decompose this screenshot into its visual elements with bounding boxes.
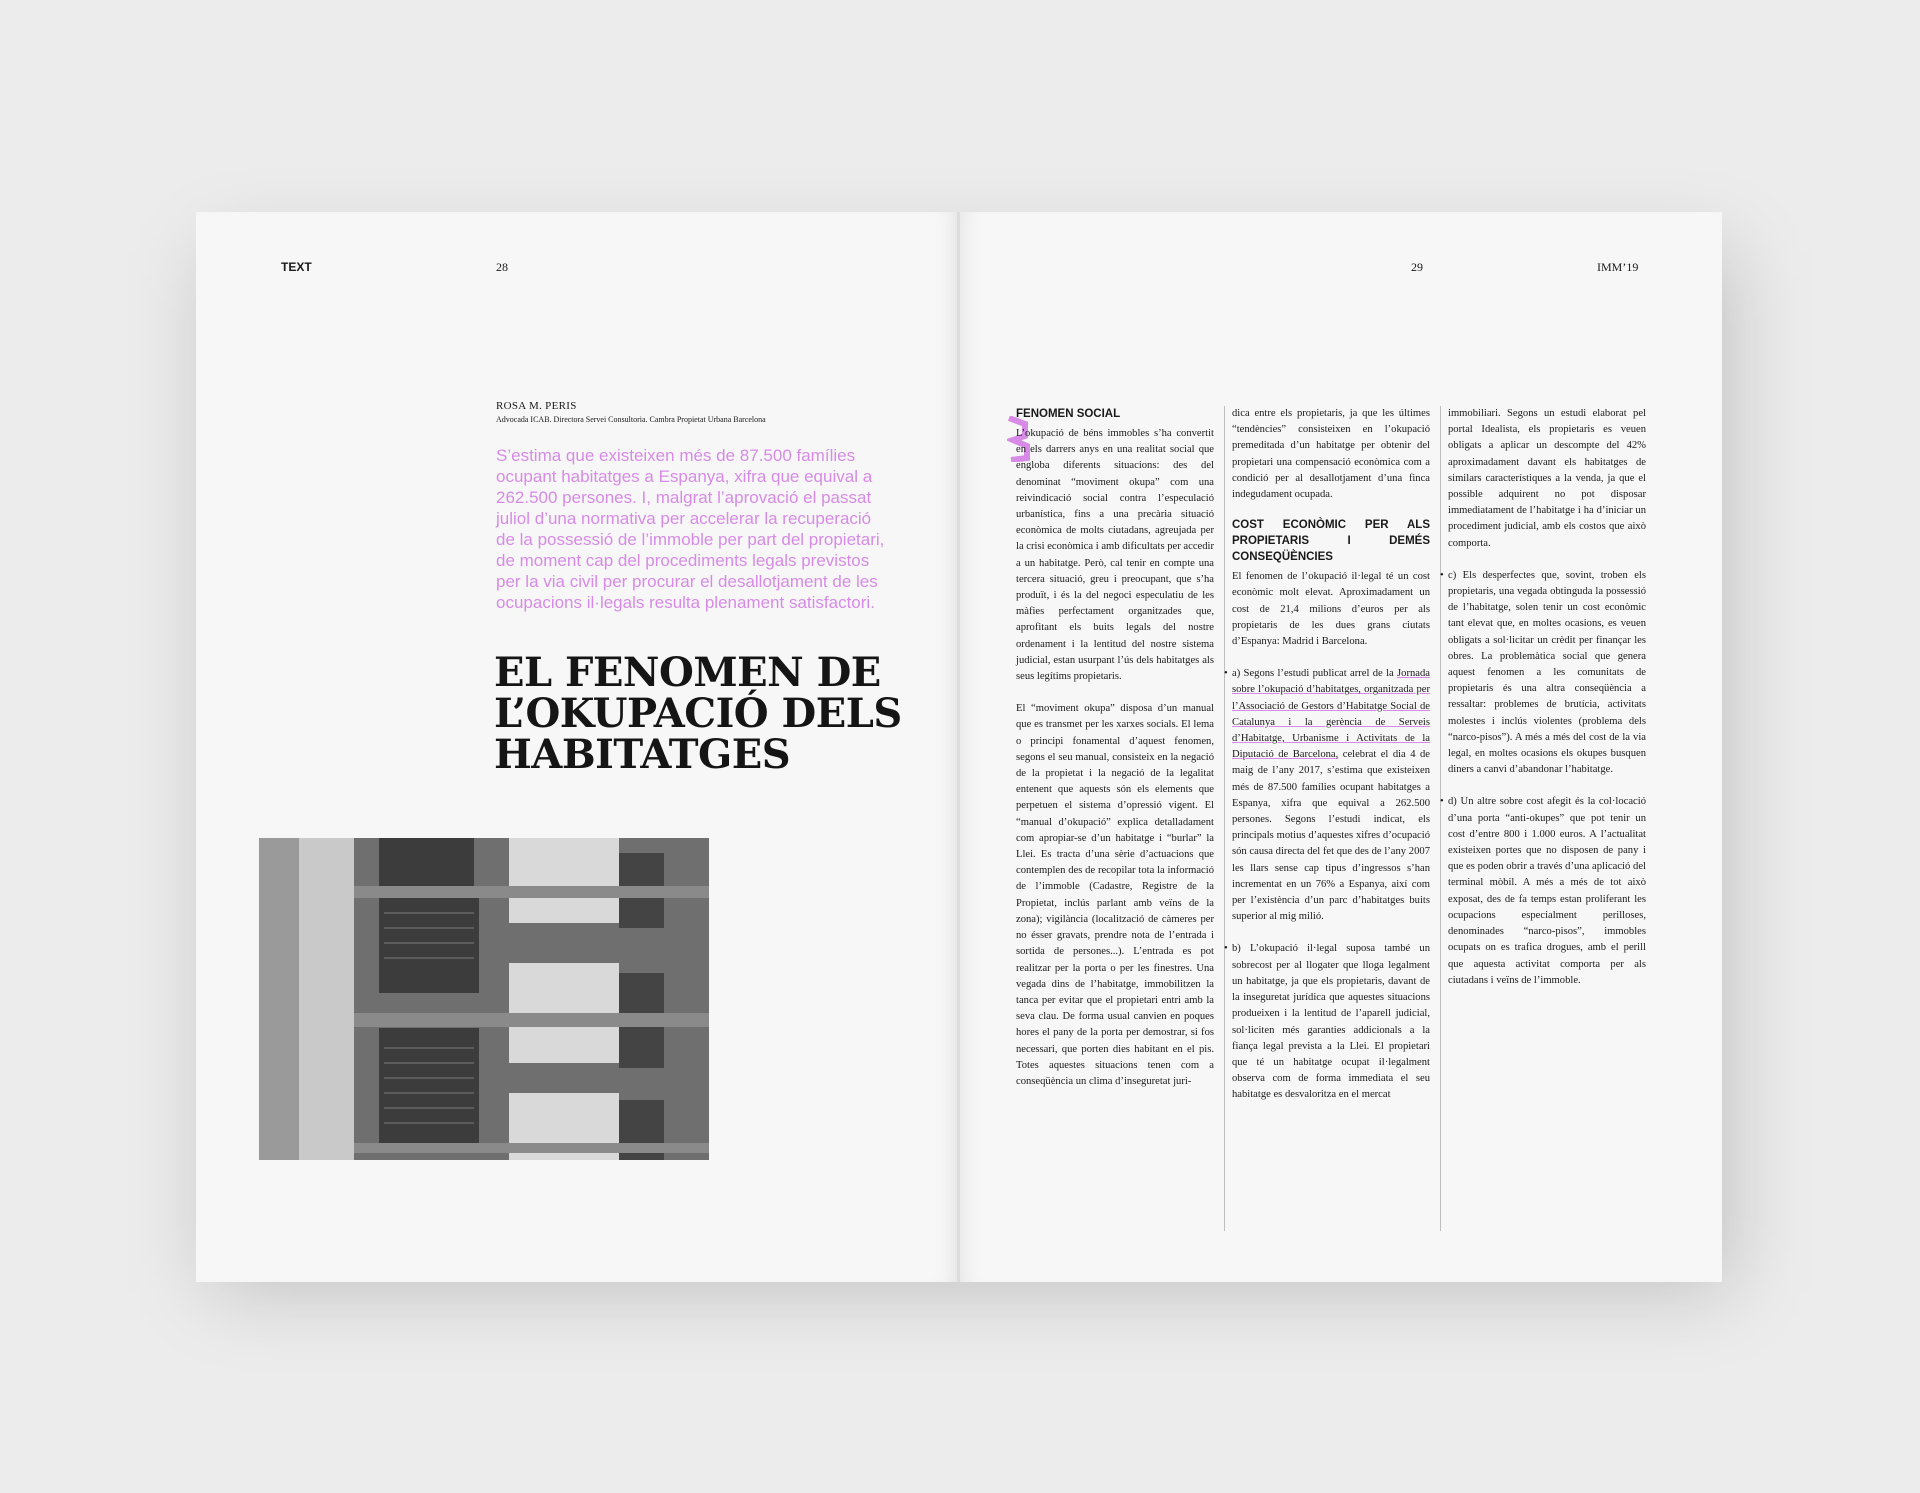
list-item-text: celebrat el dia 4 de maig de l’any 2017, s’estima que existeixen més de 87.500 famílies ocupant habitatges a Espanya, xifra que equival a 262.500 persones. Segons l’estudi indicat, els principals motius d’aquestes xifres d’ocupació són causa directa del fet que des de l’any 2007 les llars sense cap tipus d’ingressos s’han incrementat en un 76% a Espanya, així com per l’existència d’un parc d’habitatges buits superior al mig milió. (1232, 749, 1430, 923)
list-item-d: • d) Un altre sobre cost afegit és la col·locació d’una porta “anti-okupes” que pot tenir un cost d’entre 800 i 1.000 euros. A l’actualitat existeixen portes que no disposen de pany i que es poden obrir a través d’una aplicació del terminal mòbil. A més a més de tot això exposat, des de fa temps estan proliferant les ocupacions especialment perilloses, denominades “narco-pisos”, immobles ocupats on es trafica drogues, amb el perill que aquesta activitat comporta per als ciutadans i veïns de l’immoble. (1448, 794, 1646, 988)
page-number-right: 29 (1411, 260, 1423, 274)
left-page (196, 212, 958, 1282)
building-facade-image (259, 838, 709, 1160)
list-item-text: a) Segons l’estudi publicat arrel de la (1232, 668, 1398, 680)
right-page (960, 212, 1722, 1282)
page-number-left: 28 (496, 260, 508, 274)
lead-paragraph: S’estima que existeixen més de 87.500 famílies ocupant habitatges a Espanya, xifra que equival a 262.500 persones. I, malgrat l’aprovació el passat juliol d’una normativa per accelerar la recuperació de la possessió de l’immoble per part del propietari, de moment cap del procediments legals previstos per la via civil per procurar el desallotjament de les ocupacions il·legals resulta plenament satisfactori. (496, 446, 885, 612)
subheading-fenomen-social: FENOMEN SOCIAL (1016, 408, 1121, 420)
section-label: TEXT (281, 260, 312, 274)
subheading-cost-economic: COST ECONÒMIC PER ALS PROPIETARIS I DEMÉS CONSEQÜÈNCIES (1232, 519, 1430, 564)
author-role: Advocada ICAB. Directora Servei Consultoria. Cambra Propietat Urbana Barcelona (496, 415, 766, 424)
body-paragraph: L’okupació de béns immobles s’ha convertit en els darrers anys en una realitat social que engloba diferents situacions: des del denominat “moviment okupa” com una reivindicació social contra l’especulació urbanística, fins a una precària situació econòmica de molts ciutadans, agreujada per la crisi econòmica i amb dificultats per accedir a un habitatge. Però, cal tenir en compte una tercera situació, greu i preocupant, que s’ha produït, i és la del negoci especulatiu de les màfies perfectament organitzades que, aprofitant els buits legals del nostre ordenament i la lentitud del nostre sistema judicial, estan usurpant l’ús dels habitatges als seus legítims propietaris. (1016, 428, 1214, 683)
body-paragraph: El fenomen de l’okupació il·legal té un cost econòmic molt elevat. Aproximadament un cost de 21,4 milions d’euros per als propietaris de les dues grans ciutats d’Espanya: Madrid i Barcelona. (1232, 571, 1430, 648)
publication-label: IMM’19 (1597, 260, 1639, 274)
author-name: ROSA M. PERIS (496, 400, 577, 412)
list-item-c: • c) Els desperfectes que, sovint, troben els propietaris, una vegada obtinguda la possessió de l’habitatge, solen tenir un cost econòmic tant elevat que, en moltes ocasions, es veuen obligats a sol·licitar un crèdit per finançar les obres. La problemàtica social que genera aquest fenomen a les comunitats de propietaris és una altra conseqüència a ressaltar: problemes de brutícia, activitats molestes i inclús violentes (problema dels “narco-pisos”). A més a més del cost de la via legal, en moltes ocasions els okupes busquen diners a canvi d’abandonar l’habitatge. (1448, 568, 1646, 779)
jornada-reference: Jornada sobre l’okupació d’habitatges, organitzada per l’Associació de Gestors d’Habitatge Social de Catalunya i la gerència de Serveis d’Habitatge, Urbanisme i Activitats de la Diputació de Barcelona, (1232, 668, 1430, 761)
title-line: L’OKUPACIÓ DELS (494, 690, 902, 737)
column-1 (1016, 406, 1214, 1106)
column-3 (1448, 406, 1646, 1005)
list-item-b: • b) L’okupació il·legal suposa també un sobrecost per al llogater que lloga legalment un habitatge, ja que els propietaris, davant de la inseguretat jurídica que aquestes situacions produeixen i la lentitud de l’aparell judicial, sol·liciten més garanties addicionals a la fiança legal prevista a la Llei. El propietari que té un habitatge ocupat il·legalment observa com de forma immediata el seu habitatge es desvaloritza en el mercat (1232, 941, 1430, 1103)
list-item-a (1232, 666, 1430, 925)
building-photo (259, 838, 709, 1160)
body-paragraph: immobiliari. Segons un estudi elaborat pel portal Idealista, els propietaris es veuen obligats a aplicar un descompte del 42% aproximadament davant els habitatges de similars característiques a la venda, ja que el possible adquirent no pot disposar immediatament de l’habitatge i ha d’iniciar un procediment judicial, amb els costos que això comporta. (1448, 408, 1646, 549)
column-divider (1224, 406, 1225, 1231)
body-paragraph: dica entre els propietaris, ja que les últimes “tendències” consisteixen en l’okupació premeditada d’un habitatge per obtenir del propietari una compensació econòmica com a condició per al desallotjament d’una finca indegudament ocupada. (1232, 408, 1430, 501)
column-divider (1440, 406, 1441, 1231)
article-title (494, 649, 914, 778)
title-line: EL FENOMEN DE (494, 649, 881, 696)
column-2 (1232, 406, 1430, 1120)
title-line: HABITATGES (494, 731, 791, 778)
body-paragraph: El “moviment okupa” disposa d’un manual que es transmet per les xarxes socials. El lema o principi fonamental d’aquest fenomen, segons el seu manual, consisteix en la negació de la propietat i la negació de la legalitat entenent que aquests són els elements que perpetuen el sistema d’opressió vigent. El “manual d’okupació” explica detalladament com apropiar-se d’un habitatge i “burlar” la Llei. Es tracta d’una sèrie d’actuacions que contemplen des de recopilar tota la informació de l’immoble (Cadastre, Registre de la Propietat, inclús parlant amb veïns de la zona); vigilància (localització de càmeres per no ésser gravats, prendre nota de l’entrada i sortida de persones...). L’entrada es pot realitzar per la porta o per les finestres. Una vegada dins de l’habitatge, immobilitzen la tanca per evitar que el propietari entri amb la seva clau. De forma usual canvien en poques hores el pany de la porta per demostrar, si fos necessari, que porten dies habitant en el pis. Totes aquestes situacions tenen com a conseqüència un clima d’inseguretat juri- (1016, 703, 1214, 1087)
